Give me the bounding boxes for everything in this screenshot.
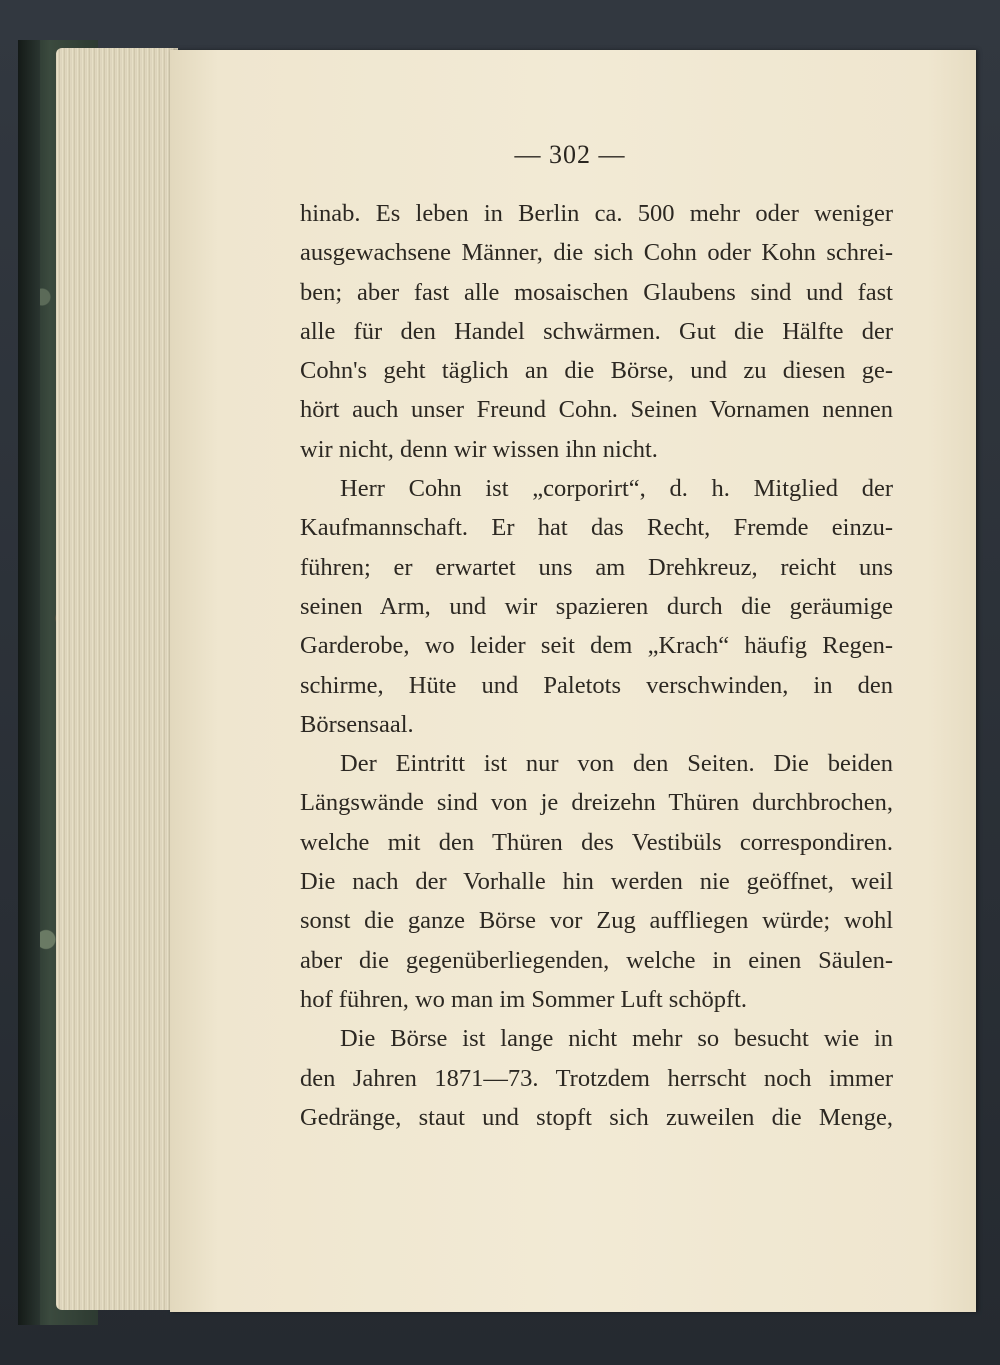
text-line: sonst die ganze Börse vor Zug auffliegen würde; wohl — [300, 907, 893, 935]
text-line: Kaufmannschaft. Er hat das Recht, Fremde einzu- — [300, 514, 893, 542]
text-line: ausgewachsene Männer, die sich Cohn oder Kohn schrei- — [300, 239, 893, 267]
text-line: seinen Arm, und wir spazieren durch die geräumige — [300, 592, 893, 620]
text-line: Herr Cohn ist „corporirt“, d. h. Mitglied der — [340, 475, 893, 503]
page-edges — [56, 48, 178, 1310]
text-line: Börsensaal. — [300, 710, 414, 738]
text-line: Gedränge, staut und stopft sich zuweilen die Menge, — [300, 1103, 893, 1131]
text-line: aber die gegenüberliegenden, welche in einen Säulen- — [300, 946, 893, 974]
text-line: hof führen, wo man im Sommer Luft schöpft. — [300, 985, 748, 1013]
paragraph — [300, 1019, 893, 1137]
text-line: wir nicht, denn wir wissen ihn nicht. — [300, 435, 658, 463]
book-spine — [18, 40, 40, 1325]
text-line: den Jahren 1871—73. Trotzdem herrscht noch immer — [300, 1064, 893, 1092]
paragraph — [300, 469, 893, 744]
text-line: welche mit den Thüren des Vestibüls correspondiren. — [300, 828, 893, 856]
text-line: schirme, Hüte und Paletots verschwinden, in den — [300, 671, 893, 699]
text-line: Garderobe, wo leider seit dem „Krach“ häufig Regen- — [300, 632, 893, 660]
text-line: Cohn's geht täglich an die Börse, und zu diesen ge- — [300, 357, 893, 385]
text-line: führen; er erwartet uns am Drehkreuz, reicht uns — [300, 553, 893, 581]
text-line: ben; aber fast alle mosaischen Glaubens sind und fast — [300, 278, 893, 306]
text-line: Längswände sind von je dreizehn Thüren durchbrochen, — [300, 789, 893, 817]
page-text — [300, 194, 893, 1137]
page-number-header: — 302 — — [514, 140, 626, 169]
text-line: Die Börse ist lange nicht mehr so besucht wie in — [340, 1025, 893, 1053]
text-line: Der Eintritt ist nur von den Seiten. Die beiden — [340, 750, 893, 778]
text-line: Die nach der Vorhalle hin werden nie geöffnet, weil — [300, 868, 893, 896]
text-line: alle für den Handel schwärmen. Gut die Hälfte der — [300, 317, 893, 345]
paragraph — [300, 744, 893, 1019]
paragraph — [300, 194, 893, 469]
text-line: hinab. Es leben in Berlin ca. 500 mehr oder weniger — [300, 200, 893, 227]
text-line: hört auch unser Freund Cohn. Seinen Vornamen nennen — [300, 396, 893, 424]
